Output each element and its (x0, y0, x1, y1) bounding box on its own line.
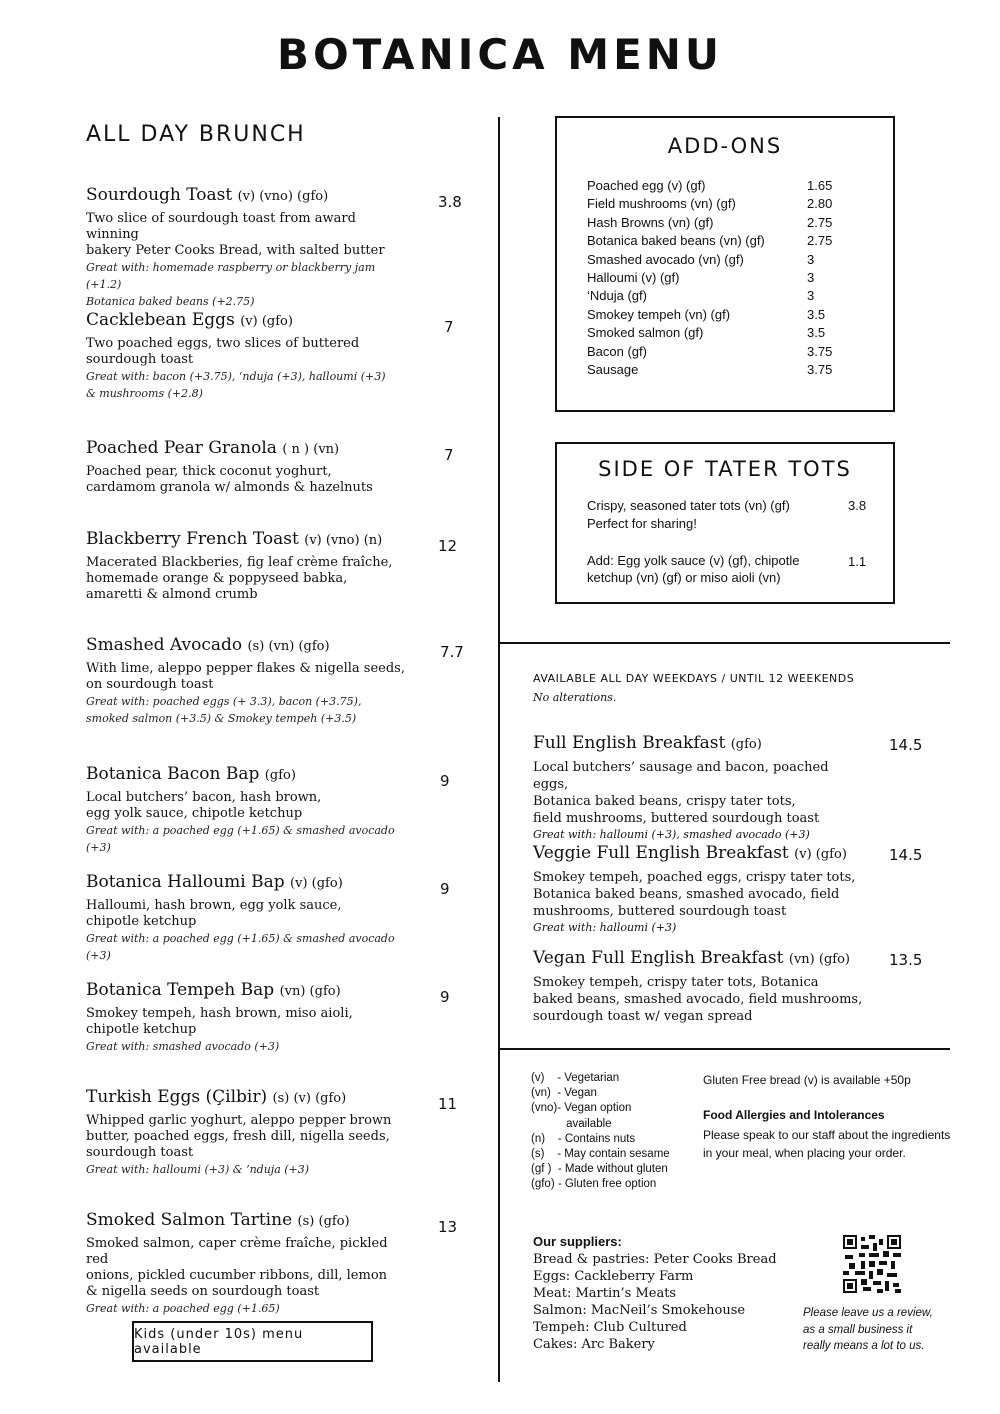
item-description (86, 1006, 406, 1038)
description-line: mushrooms, buttered sourdough toast (533, 904, 787, 919)
description-line: bakery Peter Cooks Bread, with salted butter (86, 243, 385, 258)
item-dietary-tags: ( n ) (vn) (282, 442, 340, 457)
divider-footer (498, 1048, 950, 1050)
item-price: 14.5 (889, 846, 923, 864)
gluten-free-note: Gluten Free bread (v) is available +50p (703, 1073, 911, 1087)
item-title: Botanica Tempeh Bap (86, 980, 275, 1000)
description-line: chipotle ketchup (86, 914, 197, 929)
legend-entry: available (531, 1117, 612, 1130)
item-description (86, 1113, 406, 1161)
item-pairings (533, 827, 863, 843)
item-pairings (86, 822, 406, 856)
item-title: Sourdough Toast (86, 185, 233, 205)
legend-entry: (gf ) - Made without gluten (531, 1163, 668, 1176)
addon-price: 3.75 (807, 343, 833, 359)
item-price: 7 (444, 446, 454, 464)
item-name (86, 310, 406, 330)
description-line: Smoked salmon, caper crème fraîche, pickled red (86, 1236, 388, 1267)
item-title: Full English Breakfast (533, 733, 726, 753)
pairing-line: Great with: halloumi (+3) (533, 921, 677, 934)
item-description (86, 336, 406, 368)
item-dietary-tags: (vn) (gfo) (279, 984, 341, 999)
item-price: 14.5 (889, 736, 923, 754)
description-line: Local butchers’ bacon, hash brown, (86, 790, 322, 805)
description-line: chipotle ketchup (86, 1022, 197, 1037)
item-title: Blackberry French Toast (86, 529, 299, 549)
description-line: Whipped garlic yoghurt, aleppo pepper brown (86, 1113, 392, 1128)
pairing-line: Great with: halloumi (+3), smashed avocado (+3) (533, 828, 810, 841)
addon-name: Halloumi (v) (gf) (587, 269, 680, 285)
pairing-line: & mushrooms (+2.8) (86, 387, 203, 400)
item-dietary-tags: (s) (vn) (gfo) (247, 639, 330, 654)
suppliers-list (533, 1251, 777, 1353)
item-title: Botanica Halloumi Bap (86, 872, 285, 892)
addon-price: 2.75 (807, 214, 833, 230)
tots-price: 3.8 (848, 498, 867, 513)
qr-code[interactable] (843, 1235, 901, 1293)
allergy-text (703, 1126, 950, 1162)
item-dietary-tags: (v) (vno) (n) (304, 533, 383, 548)
item-pairings (86, 693, 406, 727)
item-title: Smashed Avocado (86, 635, 243, 655)
description-line: Poached pear, thick coconut yoghurt, (86, 464, 332, 479)
menu-item (86, 1087, 406, 1178)
description-line: Botanica baked beans, smashed avocado, field (533, 887, 840, 902)
description-line: sourdough toast w/ vegan spread (533, 1009, 753, 1024)
addon-price: 3.5 (807, 306, 826, 322)
addons-heading: ADD-ONS (667, 134, 783, 158)
item-description (533, 974, 863, 1025)
addon-row (587, 215, 832, 233)
menu-item (86, 980, 406, 1055)
addon-price: 3 (807, 251, 815, 267)
addon-row (587, 325, 832, 343)
description-line: Botanica baked beans, crispy tater tots, (533, 794, 796, 809)
addon-name: Smashed avocado (vn) (gf) (587, 251, 744, 267)
tots-add-line1: Add: Egg yolk sauce (v) (gf), chipotle (587, 553, 800, 568)
item-price: 3.8 (438, 193, 462, 211)
item-title: Smoked Salmon Tartine (86, 1210, 293, 1230)
description-line: homemade orange & poppyseed babka, (86, 571, 348, 586)
review-note (803, 1305, 943, 1355)
item-title: Veggie Full English Breakfast (533, 843, 789, 863)
addon-price: 2.80 (807, 196, 833, 212)
item-price: 7.7 (440, 643, 464, 661)
menu-item (86, 1210, 406, 1317)
item-name (86, 872, 406, 892)
description-line: cardamom granola w/ almonds & hazelnuts (86, 480, 373, 495)
item-pairings (86, 930, 406, 964)
description-line: on sourdough toast (86, 677, 214, 692)
description-line: butter, poached eggs, fresh dill, nigella seeds, (86, 1129, 390, 1144)
item-dietary-tags: (v) (gfo) (240, 314, 293, 329)
pairing-line: Botanica baked beans (+2.75) (86, 295, 255, 308)
item-description (86, 790, 406, 822)
item-name (533, 733, 863, 753)
supplier-line: Salmon: MacNeil’s Smokehouse (533, 1303, 746, 1318)
addons-list (587, 178, 832, 380)
item-dietary-tags: (gfo) (264, 768, 296, 783)
addon-row (587, 233, 832, 251)
description-line: egg yolk sauce, chipotle ketchup (86, 806, 303, 821)
item-pairings (86, 1300, 406, 1317)
kids-menu-badge: Kids (under 10s) menu available (132, 1321, 373, 1362)
menu-item (86, 310, 406, 402)
item-dietary-tags: (v) (vno) (gfo) (237, 189, 329, 204)
item-price: 11 (438, 1095, 458, 1113)
review-line: Please leave us a review, (803, 1307, 933, 1319)
suppliers-heading: Our suppliers: (533, 1234, 622, 1249)
addon-price: 2.75 (807, 233, 833, 249)
item-price: 9 (440, 772, 450, 790)
pairing-line: Great with: halloumi (+3) & ’nduja (+3) (86, 1163, 310, 1176)
item-price: 13 (438, 1218, 458, 1236)
availability-note: AVAILABLE ALL DAY WEEKDAYS / UNTIL 12 WEEKENDS (533, 672, 855, 685)
addon-price: 1.65 (807, 178, 833, 193)
supplier-line: Bread & pastries: Peter Cooks Bread (533, 1252, 777, 1267)
item-name (86, 529, 406, 549)
dietary-legend (531, 1071, 670, 1193)
legend-entry: (vno)- Vegan option (531, 1102, 632, 1115)
menu-item (86, 438, 406, 496)
addon-name: Hash Browns (vn) (gf) (587, 214, 714, 230)
item-description (86, 661, 406, 693)
addon-name: Smokey tempeh (vn) (gf) (587, 306, 731, 322)
addon-name: Sausage (587, 361, 639, 377)
breakfast-item (533, 948, 863, 1025)
description-line: baked beans, smashed avocado, field mushrooms, (533, 992, 863, 1007)
addon-row (587, 270, 832, 288)
breakfast-item (533, 843, 863, 936)
supplier-line: Tempeh: Club Cultured (533, 1320, 687, 1335)
item-description (533, 759, 863, 827)
addon-row (587, 288, 832, 306)
description-line: Local butchers’ sausage and bacon, poached eggs, (533, 760, 829, 792)
item-price: 13.5 (889, 951, 923, 969)
description-line: sourdough toast (86, 1145, 194, 1160)
menu-item (86, 635, 406, 727)
description-line: onions, pickled cucumber ribbons, dill, lemon (86, 1268, 388, 1283)
review-line: as a small business it (803, 1323, 913, 1336)
brunch-heading: ALL DAY BRUNCH (86, 122, 306, 147)
item-price: 12 (438, 537, 458, 555)
pairing-line: Great with: smashed avocado (+3) (86, 1040, 280, 1053)
item-description (86, 555, 406, 603)
item-name (533, 948, 863, 968)
pairing-line: Great with: a poached egg (+1.65) & smashed avocado (+3) (86, 824, 395, 854)
addon-name: Bacon (gf) (587, 343, 647, 359)
item-name (86, 764, 406, 784)
no-alterations-note: No alterations. (533, 691, 617, 704)
description-line: Smokey tempeh, crispy tater tots, Botanica (533, 975, 819, 990)
addons-box (555, 116, 895, 412)
item-pairings (533, 920, 863, 936)
pairing-line: Great with: a poached egg (+1.65) (86, 1302, 280, 1315)
review-line: really means a lot to us. (803, 1340, 925, 1352)
item-description (533, 869, 863, 920)
legend-entry: (gfo) - Gluten free option (531, 1178, 657, 1191)
item-price: 9 (440, 988, 450, 1006)
legend-entry: (vn) - Vegan (531, 1087, 597, 1100)
menu-item (86, 764, 406, 856)
description-line: & nigella seeds on sourdough toast (86, 1284, 320, 1299)
tots-sharing: Perfect for sharing! (587, 516, 697, 531)
item-dietary-tags: (gfo) (730, 737, 762, 752)
tots-add-line2: ketchup (vn) (gf) or miso aioli (vn) (587, 570, 781, 585)
addon-name: ‘Nduja (gf) (587, 288, 647, 304)
tater-tots-box (555, 442, 895, 604)
supplier-line: Meat: Martin’s Meats (533, 1286, 677, 1301)
addon-row (587, 307, 832, 325)
item-name (86, 980, 406, 1000)
description-line: Smokey tempeh, poached eggs, crispy tater tots, (533, 870, 856, 885)
item-name (86, 635, 406, 655)
description-line: Two slice of sourdough toast from award winning (86, 211, 356, 242)
addon-row (587, 178, 832, 196)
addon-row (587, 362, 832, 380)
pairing-line: smoked salmon (+3.5) & Smokey tempeh (+3.5) (86, 712, 357, 725)
addon-row (587, 252, 832, 270)
description-line: Halloumi, hash brown, egg yolk sauce, (86, 898, 342, 913)
item-title: Poached Pear Granola (86, 438, 277, 458)
pairing-line: Great with: poached eggs (+ 3.3), bacon (+3.75), (86, 695, 362, 708)
menu-item (86, 872, 406, 964)
item-dietary-tags: (v) (gfo) (794, 847, 847, 862)
item-pairings (86, 1038, 406, 1055)
item-title: Turkish Eggs (Çilbir) (86, 1087, 268, 1107)
description-line: Smokey tempeh, hash brown, miso aioli, (86, 1006, 353, 1021)
item-pairings (86, 259, 406, 310)
addon-name: Smoked salmon (gf) (587, 325, 704, 341)
menu-item (86, 185, 406, 310)
item-description (86, 1236, 406, 1300)
pairing-line: Great with: homemade raspberry or blackberry jam (+1.2) (86, 261, 376, 291)
description-line: sourdough toast (86, 352, 194, 367)
pairing-line: Great with: bacon (+3.75), ‘nduja (+3), halloumi (+3) (86, 370, 386, 383)
item-pairings (86, 1161, 406, 1178)
legend-entry: (v) - Vegetarian (531, 1072, 620, 1084)
addon-price: 3.75 (807, 361, 833, 377)
item-name (86, 1087, 406, 1107)
item-description (86, 464, 406, 496)
tots-desc: Crispy, seasoned tater tots (vn) (gf) (587, 498, 790, 513)
description-line: With lime, aleppo pepper flakes & nigella seeds, (86, 661, 405, 676)
item-description (86, 211, 406, 259)
supplier-line: Eggs: Cackleberry Farm (533, 1269, 694, 1284)
legend-entry: (s) - May contain sesame (531, 1148, 670, 1161)
item-dietary-tags: (vn) (gfo) (788, 952, 850, 967)
item-dietary-tags: (s) (gfo) (297, 1214, 350, 1229)
item-pairings (86, 368, 406, 402)
column-divider (498, 117, 500, 1382)
item-description (86, 898, 406, 930)
item-name (533, 843, 863, 863)
description-line: Macerated Blackberies, fig leaf crème fraîche, (86, 555, 393, 570)
allergy-heading: Food Allergies and Intolerances (703, 1108, 885, 1122)
item-name (86, 1210, 406, 1230)
addon-name: Botanica baked beans (vn) (gf) (587, 233, 765, 249)
breakfast-item (533, 733, 863, 843)
description-line: Two poached eggs, two slices of buttered (86, 336, 360, 351)
description-line: amaretti & almond crumb (86, 587, 258, 602)
item-title: Vegan Full English Breakfast (533, 948, 784, 968)
tots-heading: SIDE OF TATER TOTS (598, 457, 852, 481)
item-name (86, 438, 406, 458)
addon-name: Field mushrooms (vn) (gf) (587, 196, 736, 212)
item-title: Cacklebean Eggs (86, 310, 235, 330)
item-dietary-tags: (v) (gfo) (290, 876, 343, 891)
item-name (86, 185, 406, 205)
item-dietary-tags: (s) (v) (gfo) (272, 1091, 347, 1106)
addon-price: 3 (807, 269, 815, 285)
addon-row (587, 344, 832, 362)
addon-row (587, 196, 832, 214)
item-price: 9 (440, 880, 450, 898)
item-price: 7 (444, 318, 454, 336)
item-title: Botanica Bacon Bap (86, 764, 260, 784)
tots-add-price: 1.1 (848, 554, 867, 569)
addon-price: 3.5 (807, 325, 826, 341)
allergy-line: Please speak to our staff about the ingredients (703, 1128, 951, 1142)
addon-name: Poached egg (v) (gf) (587, 178, 706, 193)
legend-entry: (n) - Contains nuts (531, 1132, 636, 1145)
menu-title: BOTANICA MENU (276, 30, 724, 79)
description-line: field mushrooms, buttered sourdough toast (533, 811, 820, 826)
supplier-line: Cakes: Arc Bakery (533, 1337, 655, 1352)
divider-breakfast (498, 642, 950, 644)
pairing-line: Great with: a poached egg (+1.65) & smashed avocado (+3) (86, 932, 395, 962)
allergy-line: in your meal, when placing your order. (703, 1146, 906, 1160)
menu-item (86, 529, 406, 603)
addon-price: 3 (807, 288, 815, 304)
